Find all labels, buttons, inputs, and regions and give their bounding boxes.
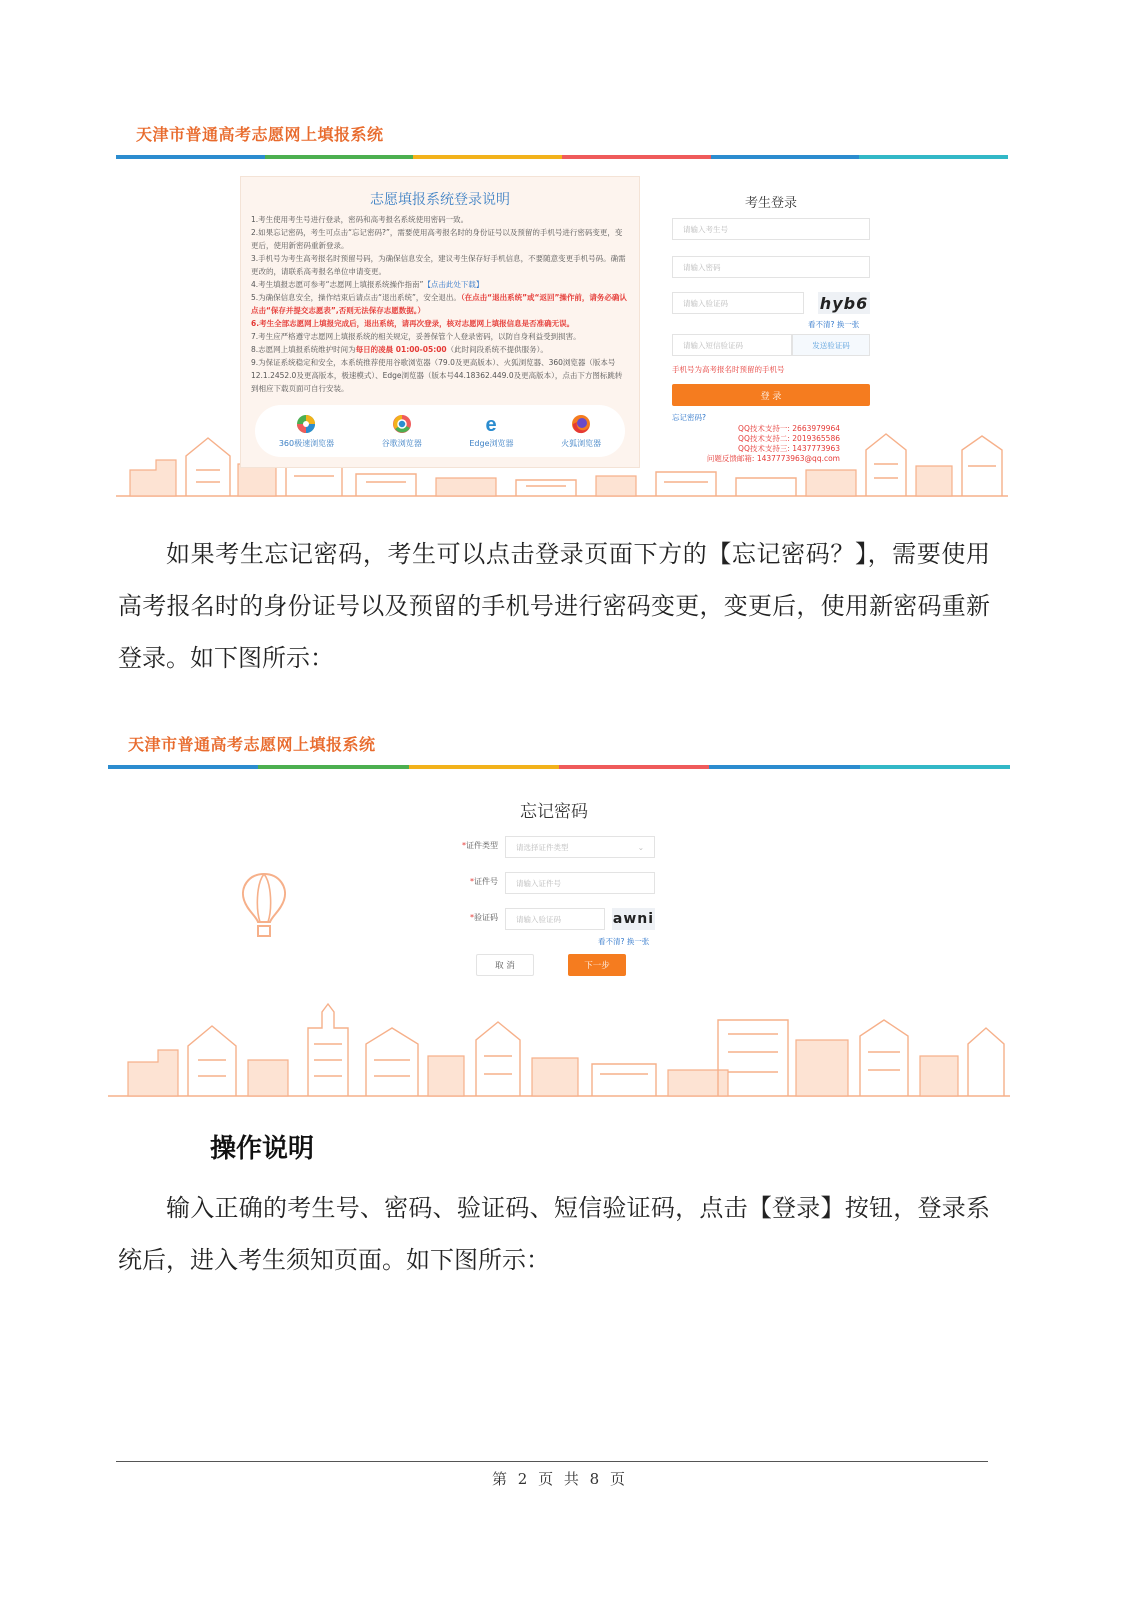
id-type-label-text: 证件类型 [466,841,498,850]
edge-icon [481,414,501,434]
footer-page-number: 第 2 页 共 8 页 [492,1470,628,1488]
support-label-email: 问题反馈邮箱: [706,454,755,463]
captcha-image-2[interactable] [612,908,655,930]
forgot-password-title: 忘记密码 [520,802,588,822]
support-label-1: QQ技术支持一: [738,424,790,433]
support-value-2: 2019365586 [792,434,840,443]
chrome-icon [392,414,412,434]
browser-360[interactable] [279,414,334,449]
id-number-label-text: 证件号 [474,877,498,886]
browser-firefox[interactable] [561,414,601,449]
support-label-3: QQ技术支持三: [738,444,790,453]
notice-line-8-tail: （此时间段系统不提供服务）。 [446,345,548,354]
notice-body [241,209,639,395]
section-heading: 操作说明 [210,1134,315,1164]
paragraph-forgot-password: 如果考生忘记密码，考生可以点击登录页面下方的【忘记密码？】，需要使用高考报名时的身份证号以及预留的手机号进行密码变更，变更后，使用新密码重新登录。如下图所示： [118,540,990,672]
browser-firefox-label: 火狐浏览器 [561,438,602,448]
browser-edge[interactable] [469,414,513,449]
captcha-text-2: awni [612,911,655,927]
svg-text:e: e [485,413,497,434]
support-info [700,424,840,464]
captcha-text: hyb6 [819,293,869,313]
footer-divider [116,1461,988,1462]
sms-code-input[interactable]: 请输入短信验证码 [672,334,792,356]
notice-line-5-warning: （在点击“退出系统”或“返回”操作前，请务必确认点击“保存并提交志愿表”,否则无法保存志愿数据。） [251,293,627,315]
header-rainbow-bar-2 [108,765,1010,769]
support-value-3: 1437773963 [792,444,840,453]
captcha-input[interactable]: 请输入验证码 [672,292,804,314]
id-number-label: *证件号 [470,877,498,886]
login-button[interactable]: 登 录 [672,384,870,406]
notice-line-6: 6.考生全部志愿网上填报完成后，退出系统，请再次登录，核对志愿网上填报信息是否准确无误。 [251,319,575,328]
id-type-label: *证件类型 [462,841,498,850]
browser-list [255,405,625,457]
browser-edge-label: Edge浏览器 [469,438,514,448]
notice-title: 志愿填报系统登录说明 [370,192,510,208]
phone-hint: 手机号为高考报名时预留的手机号 [672,365,785,374]
captcha-refresh-link[interactable]: 看不清? 换一张 [808,320,860,329]
notice-line-8: 8.志愿网上填报系统维护时间为 [251,345,356,354]
login-notice-panel [240,176,640,468]
maintenance-time: 每日的凌晨 01:00-05:00 [355,345,447,354]
password-input[interactable]: 请输入密码 [672,256,870,278]
captcha-label-2-text: 验证码 [474,913,498,922]
support-value-email: 1437773963@qq.com [756,454,840,463]
notice-line-1: 1.考生使用考生号进行登录，密码和高考报名系统使用密码一致。 [251,215,469,224]
captcha-refresh-link-2[interactable]: 看不清? 换一张 [598,937,650,946]
system-header-title-2: 天津市普通高考志愿网上填报系统 [128,735,376,754]
chevron-down-icon: ⌄ [637,842,644,852]
notice-line-3: 3.手机号为考生高考报名时预留号码，为确保信息安全，建议考生保存好手机信息，不要随意变更手机号码。确需更改的，请联系高考报名单位申请变更。 [251,254,626,276]
download-guide-link[interactable]: 【点击此处下载】 [423,280,484,289]
paragraph-login-instructions: 输入正确的考生号、密码、验证码、短信验证码，点击【登录】按钮，登录系统后，进入考生须知页面。如下图所示： [118,1194,990,1274]
cancel-button[interactable]: 取 消 [476,954,534,976]
captcha-input-2[interactable]: 请输入验证码 [505,908,605,930]
login-panel [638,176,904,466]
id-type-select[interactable] [505,836,655,858]
captcha-image[interactable] [818,292,870,314]
browser-360-label: 360极速浏览器 [278,438,335,448]
browser-chrome-label: 谷歌浏览器 [381,438,422,448]
firefox-icon [571,414,591,434]
notice-line-7: 7.考生应严格遵守志愿网上填报系统的相关规定，妥善保管个人登录密码，以防自身利益受到损害。 [251,332,581,341]
city-skyline-illustration-2 [108,1000,1010,1100]
id-type-placeholder: 请选择证件类型 [516,842,569,852]
system-header-title: 天津市普通高考志愿网上填报系统 [136,125,384,144]
notice-line-5: 5.为确保信息安全，操作结束后请点击“退出系统”，安全退出。 [251,293,461,302]
notice-line-2: 2.如果忘记密码，考生可点击“忘记密码?”，需要使用高考报名时的身份证号以及预留的手机号进行密码变更，变更后，使用新密码重新登录。 [251,228,623,250]
notice-line-9: 9.为保证系统稳定和安全，本系统推荐使用谷歌浏览器（79.0及更高版本）、火狐浏览器、360浏览器（版本号12.1.2452.0及更高版本，极速模式）、Edge浏览器（版本号44.18362.449.0及更高版本），点击下方图标跳转到相应下载页面可自行安装。 [251,358,623,393]
support-value-1: 2663979964 [792,424,840,433]
captcha-label-2: *验证码 [470,913,498,922]
hot-air-balloon-icon [236,870,292,940]
support-label-2: QQ技术支持二: [738,434,790,443]
notice-line-4: 4.考生填报志愿可参考“志愿网上填报系统操作指南” [251,280,424,289]
browser-chrome[interactable] [382,414,422,449]
id-number-input[interactable]: 请输入证件号 [505,872,655,894]
next-step-button[interactable]: 下一步 [568,954,626,976]
send-sms-button[interactable]: 发送验证码 [792,334,870,356]
login-panel-title: 考生登录 [744,196,797,211]
360-browser-icon [296,414,316,434]
header-rainbow-bar [116,155,1008,159]
forgot-password-link[interactable]: 忘记密码? [672,413,706,422]
candidate-number-input[interactable]: 请输入考生号 [672,218,870,240]
